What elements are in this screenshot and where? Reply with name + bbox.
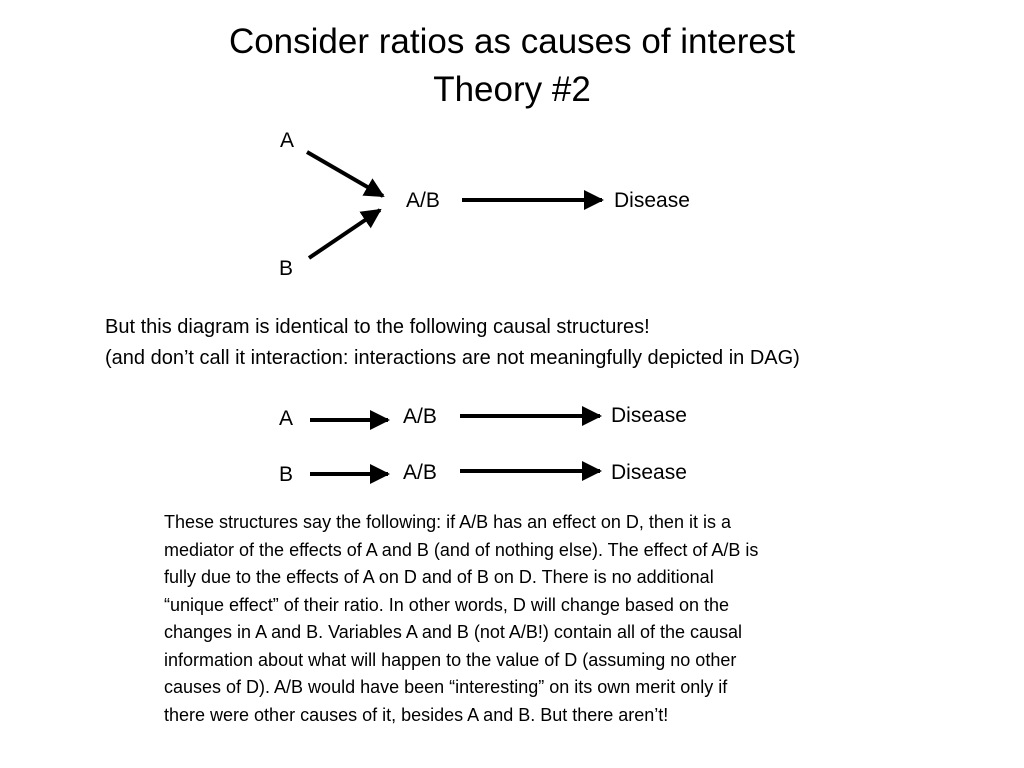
explanation-paragraph [164,509,758,729]
row2-node-ratio: A/B [403,461,437,484]
explanation-line: information about what will happen to the value of D (assuming no other [164,649,737,670]
explanation-line: “unique effect” of their ratio. In other words, D will change based on the [164,594,729,615]
row2-node-disease: Disease [611,461,687,484]
node-a: A [280,129,295,152]
row1-node-disease: Disease [611,404,687,427]
row1-node-ratio: A/B [403,405,437,428]
explanation-line: causes of D). A/B would have been “interesting” on its own merit only if [164,677,728,697]
row2-node-b: B [279,463,294,486]
explanation-line: fully due to the effects of A on D and of B on D. There is no additional [164,567,714,587]
row1-node-a: A [279,407,294,430]
arrow-b-to-ratio [309,210,380,258]
slide-subtitle: Theory #2 [433,70,591,109]
node-b: B [279,257,294,280]
node-ratio: A/B [406,189,440,212]
arrow-a-to-ratio [307,152,383,196]
explanation-line: mediator of the effects of A and B (and of nothing else). The effect of A/B is [164,539,759,560]
explanation-line: there were other causes of it, besides A and B. But there aren’t! [164,704,669,725]
statement-line-1: But this diagram is identical to the following causal structures! [105,316,650,338]
explanation-line: These structures say the following: if A/B has an effect on D, then it is a [164,512,731,532]
node-disease: Disease [614,189,690,212]
slide-title: Consider ratios as causes of interest [228,22,796,61]
explanation-line: changes in A and B. Variables A and B (not A/B!) contain all of the causal [164,622,743,642]
statement-line-2: (and don’t call it interaction: interactions are not meaningfully depicted in DAG) [105,347,800,369]
